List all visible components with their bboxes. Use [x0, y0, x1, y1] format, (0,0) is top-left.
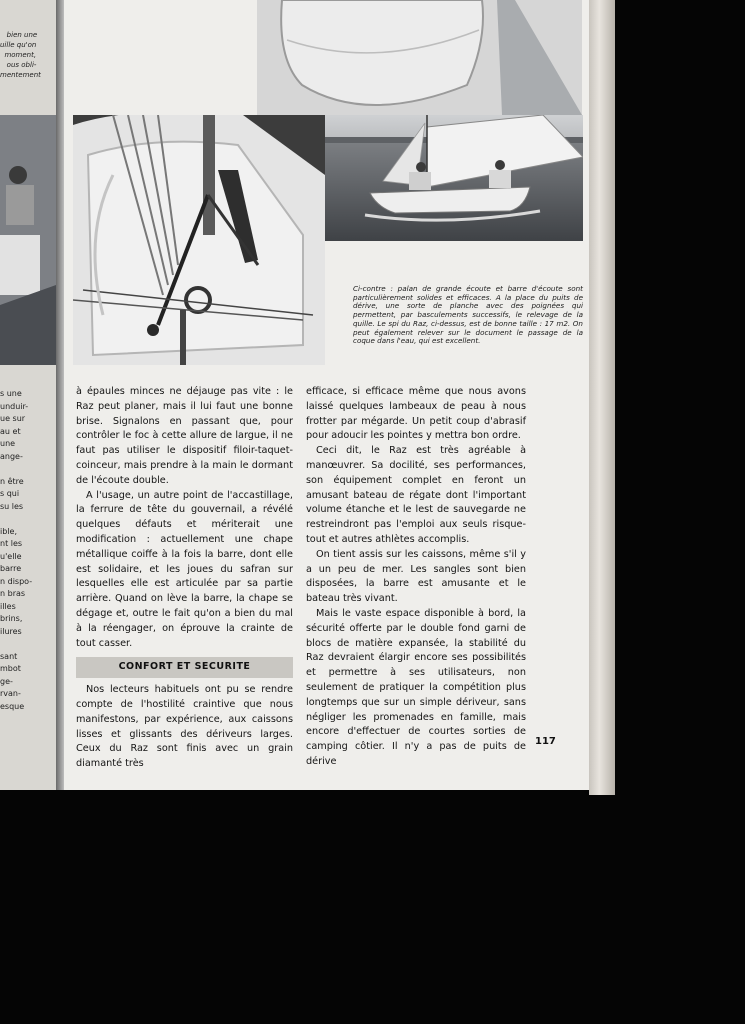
- article-column-2: [306, 385, 526, 770]
- page-gutter: [56, 0, 64, 790]
- left-page-top-text: bien une uille qu'on moment, ous obli- mentement: [0, 31, 41, 79]
- section-heading: CONFORT ET SECURITE: [76, 657, 293, 678]
- page-number: 117: [535, 736, 556, 747]
- page-stack-edge: [589, 0, 615, 795]
- paragraph: A l'usage, un autre point de l'accastillage, la ferrure de tête du gouvernail, a révélé quelques défauts et mériterait une modification : actuellement une chape métallique coiffe à la fois la barre, dont elle est solidaire, et les joues du safran sur lesquelles elle est articulée par sa partie arrière. Quand on lève la barre, la chape se dégage et, outre le fait qu'on a bien du mal à la réengager, on éprouve la crainte de tout casser.: [76, 489, 293, 649]
- spinnaker-photo: [257, 0, 582, 115]
- paragraph: à épaules minces ne déjauge pas vite : le Raz peut planer, mais il lui faut une bonne brise. Signalons en passant que, pour contrôler le foc à cette allure de largue, il ne faut pas utiliser le dispositif filoir-taquet-coinceur, mais prendre à la main le dormant de l'écoute double.: [76, 386, 293, 486]
- child-on-boat-photo: [0, 115, 56, 365]
- deck-hardware-photo: [73, 115, 325, 365]
- sailing-dinghy-photo: [325, 115, 583, 241]
- paragraph: Ceci dit, le Raz est très agréable à manœuvrer. Sa docilité, ses performances, son équipement complet en feront un amusant bateau de régate dont l'important volume étanche et le lest de sauvegarde ne restreindront pas l'emploi aux seuls risque-tout et autres athlètes accomplis.: [306, 445, 526, 545]
- paragraph: Mais le vaste espace disponible à bord, la sécurité offerte par le double fond garni de blocs de matière expansée, la stabilité du Raz devraient élargir encore ses possibilités et permettre à ses utilisateurs, non seulement de pratiquer la compétition plus longtemps que sur un simple dériveur, sans négliger les promenades en famille, mais encore d'effectuer de courtes sorties de camping côtier. Il n'y a pas de puits de dérive: [306, 607, 526, 767]
- paragraph: efficace, si efficace même que nous avons laissé quelques lambeaux de peau à nous frotter par mégarde. Un petit coup d'abrasif pour adoucir les pointes y mettra bon ordre.: [306, 386, 526, 442]
- left-page-edge: [0, 0, 56, 790]
- article-column-1: [76, 385, 293, 772]
- left-page-bottom-text: s une unduir- ue sur au et une ange- n être s qui su les ible, nt les u'elle barre n dispo- n bras illes brins, ilures sant mbot ge- rvan- esque: [0, 389, 33, 711]
- photo-caption: Ci-contre : palan de grande écoute et barre d'écoute sont particulièrement solides et efficaces. A la place du puits de dérive, une sorte de planche avec des poignées qui permettent, par basculements successifs, le relevage de la quille. Le spi du Raz, ci-dessus, est de bonne taille : 17 m2. On peut également relever sur le document le passage de la coque dans l'eau, qui est excellent.: [353, 284, 583, 346]
- paragraph: Nos lecteurs habituels ont pu se rendre compte de l'hostilité craintive que nous manifestons, par expérience, aux caissons lisses et glissants des dériveurs larges. Ceux du Raz sont finis avec un grain diamanté très: [76, 684, 293, 770]
- paragraph: On tient assis sur les caissons, même s'il y a un peu de mer. Les sangles sont bien disposées, la barre est amusante et le bateau très vivant.: [306, 548, 526, 605]
- left-page-photo: [0, 115, 56, 365]
